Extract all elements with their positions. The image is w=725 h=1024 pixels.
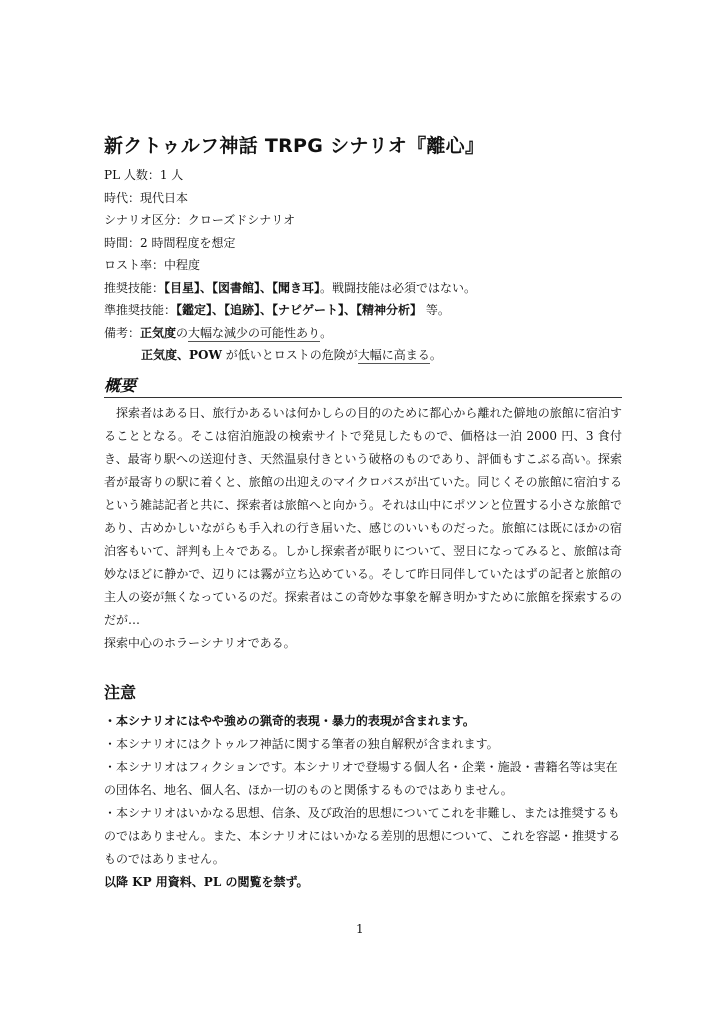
remarks-underlined: 大幅な減少の可能性あり xyxy=(188,325,321,340)
remarks-label: 備考： xyxy=(104,325,141,340)
meta-players: PL 人数：1 人 xyxy=(104,168,184,182)
notice-heading: 注意 xyxy=(104,683,137,702)
notice-final: 以降 KP 用資料、PL の閲覧を禁ず。 xyxy=(104,875,309,889)
semi-note: 等。 xyxy=(422,303,450,317)
remarks-text: が低いとロストの危険が xyxy=(221,348,358,362)
recommended-note: 。戦闘技能は必須ではない。 xyxy=(320,280,477,295)
overview-paragraph: 探索者はある日、旅行かあるいは何かしらの目的のために都心から離れた僻地の旅館に宿泊することとなる。そこは宿泊施設の検索サイトで発見したもので、価格は一泊 2000 円、3 食付き、最寄り駅への送迎付き、天然温泉付きという破格のものであり、評価もすこぶる高い。探索者が最寄りの駅に着くと、旅館の出迎えのマイクロバスが出ていた。同じくその旅館に宿泊するという雑誌記者と共に、探索者は旅館へと向かう。それは山中にポツンと位置する小さな旅館であり、古めかしいながらも手入れの行き届いた、感じのいいものだった。旅館には既にほかの宿泊客もいて、評判も上々である。しかし探索者が眠りについて、翌日になってみると、旅館は奇妙なほどに静かで、辺りには霧が立ち込めている。そして昨日同伴していたはずの記者と旅館の主人の姿が無くなっているのだ。探索者はこの奇妙な事象を解き明かすために旅館を探索するのだが… xyxy=(104,406,622,627)
notice-item: ・本シナリオにはやや強めの猟奇的表現・暴力的表現が含まれます。 xyxy=(104,714,475,728)
notice-item: ・本シナリオはフィクションです。本シナリオで登場する個人名・企業・施設・書籍名等は実在の団体名、地名、個人名、ほか一切のものと関係するものではありません。 xyxy=(104,760,618,797)
recommended-label: 推奨技能： xyxy=(104,280,165,295)
meta-remarks-2 xyxy=(104,344,476,367)
meta-duration: 時間：2 時間程度を想定 xyxy=(104,235,236,250)
recommended-skills: 【目星】、【図書館】、【聞き耳】 xyxy=(164,280,321,295)
remarks-text: 。 xyxy=(320,325,333,340)
page-number: 1 xyxy=(356,922,364,936)
semi-label: 準推奨技能： xyxy=(104,303,177,317)
remarks-text: 。 xyxy=(429,348,442,362)
notice-item: ・本シナリオはいかなる思想、信条、及び政治的思想についてこれを非難し、または推奨するものではありません。また、本シナリオにはいかなる差別的思想について、これを容認・推奨するものではありません。 xyxy=(104,806,621,866)
meta-semi-recommended-skills xyxy=(104,299,476,322)
notice-section xyxy=(104,710,622,894)
meta-era: 時代：現代日本 xyxy=(104,190,189,205)
meta-remarks-1 xyxy=(104,322,476,345)
overview-section xyxy=(104,402,622,655)
document-title: 新クトゥルフ神話 TRPG シナリオ『離心』 xyxy=(104,135,485,157)
meta-scenario-type: シナリオ区分：クローズドシナリオ xyxy=(104,213,296,227)
overview-closing: 探索中心のホラーシナリオである。 xyxy=(104,636,296,650)
remarks-sanity: 正気度 xyxy=(140,325,177,340)
semi-skills: 【鑑定】、【追跡】、【ナビゲート】、【精神分析】 xyxy=(176,303,423,317)
scenario-meta xyxy=(104,164,476,367)
remarks-underlined: 大幅に高まる xyxy=(357,348,430,362)
remarks-text: の xyxy=(176,325,189,340)
notice-item: ・本シナリオにはクトゥルフ神話に関する筆者の独自解釈が含まれます。 xyxy=(104,737,499,751)
remarks-sanity-pow: 正気度、POW xyxy=(141,348,222,362)
overview-heading: 概要 xyxy=(104,373,622,398)
meta-lost-rate: ロスト率：中程度 xyxy=(104,258,201,272)
meta-recommended-skills xyxy=(104,277,476,300)
